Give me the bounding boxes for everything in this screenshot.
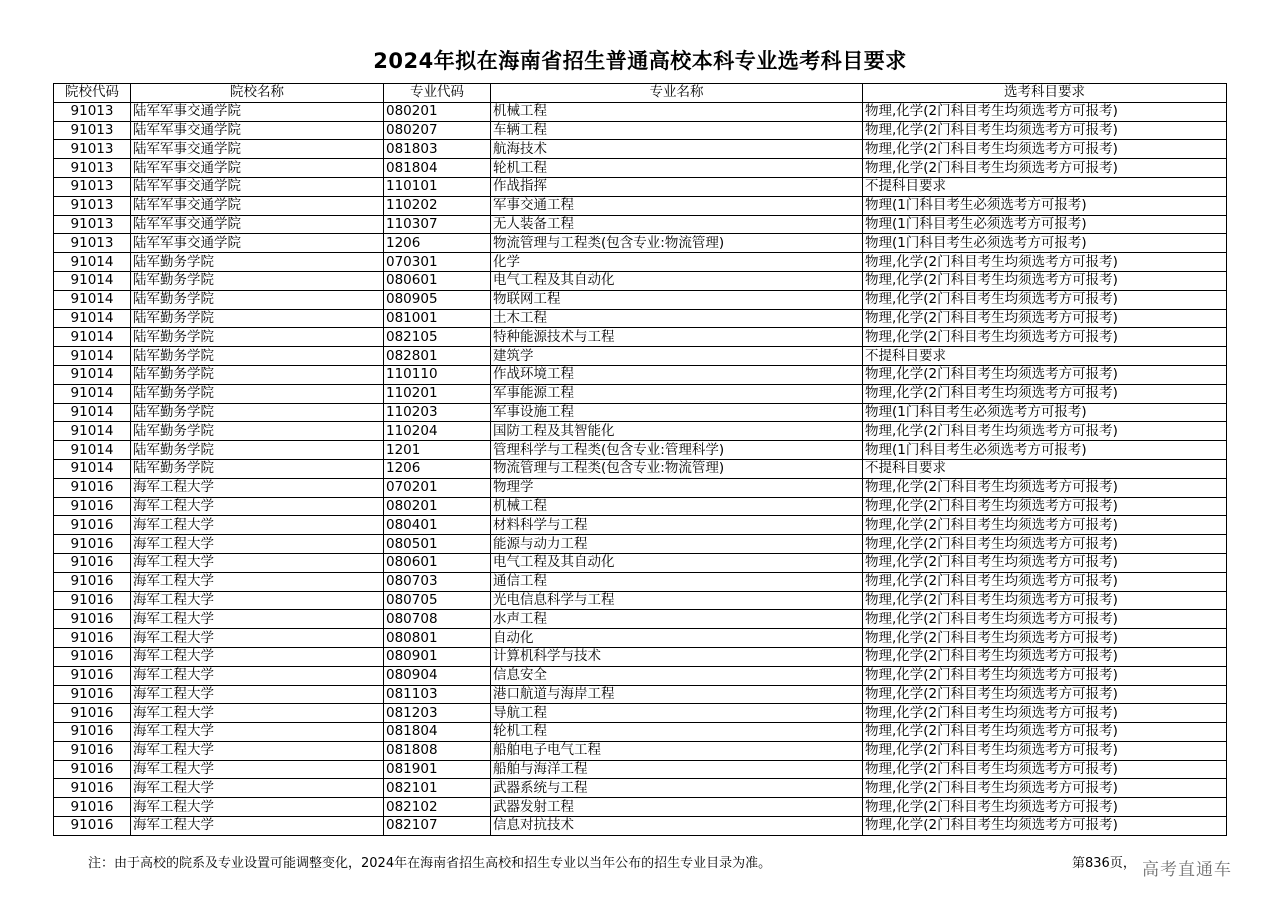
major-code-cell: 080901	[384, 647, 491, 666]
school-code-cell: 91016	[54, 666, 131, 685]
major-name-cell: 机械工程	[491, 102, 863, 121]
table-row	[54, 704, 1227, 723]
table-row	[54, 347, 1227, 366]
major-code-cell: 080705	[384, 591, 491, 610]
major-code-cell: 082102	[384, 798, 491, 817]
major-code-cell: 110101	[384, 177, 491, 196]
page-title: 2024年拟在海南省招生普通高校本科专业选考科目要求	[373, 49, 907, 73]
table-row	[54, 647, 1227, 666]
table-row	[54, 497, 1227, 516]
major-name-cell: 导航工程	[491, 704, 863, 723]
major-code-cell: 080201	[384, 497, 491, 516]
table-row	[54, 253, 1227, 272]
school-code-cell: 91014	[54, 309, 131, 328]
major-code-cell: 110203	[384, 403, 491, 422]
major-name-cell: 物流管理与工程类(包含专业:物流管理)	[491, 459, 863, 478]
major-code-cell: 080401	[384, 516, 491, 535]
table-row	[54, 365, 1227, 384]
major-name-cell: 土木工程	[491, 309, 863, 328]
school-code-cell: 91016	[54, 553, 131, 572]
table-row	[54, 215, 1227, 234]
major-name-cell: 信息对抗技术	[491, 817, 863, 836]
requirement-cell: 物理,化学(2门科目考生均须选考方可报考)	[863, 760, 1227, 779]
header-major-code: 专业代码	[384, 84, 491, 103]
major-code-cell: 110110	[384, 365, 491, 384]
table-header-row	[54, 84, 1227, 103]
major-code-cell: 081203	[384, 704, 491, 723]
requirement-cell: 物理,化学(2门科目考生均须选考方可报考)	[863, 253, 1227, 272]
school-code-cell: 91016	[54, 478, 131, 497]
table-row	[54, 102, 1227, 121]
requirement-cell: 物理(1门科目考生必须选考方可报考)	[863, 215, 1227, 234]
major-code-cell: 080703	[384, 572, 491, 591]
school-name-cell: 海军工程大学	[131, 591, 384, 610]
table-row	[54, 591, 1227, 610]
requirement-cell: 物理,化学(2门科目考生均须选考方可报考)	[863, 553, 1227, 572]
requirement-cell: 物理,化学(2门科目考生均须选考方可报考)	[863, 723, 1227, 742]
school-name-cell: 海军工程大学	[131, 572, 384, 591]
school-code-cell: 91016	[54, 535, 131, 554]
requirement-cell: 不提科目要求	[863, 177, 1227, 196]
requirement-cell: 物理,化学(2门科目考生均须选考方可报考)	[863, 121, 1227, 140]
requirement-cell: 物理,化学(2门科目考生均须选考方可报考)	[863, 365, 1227, 384]
major-name-cell: 物流管理与工程类(包含专业:物流管理)	[491, 234, 863, 253]
table-row	[54, 384, 1227, 403]
school-name-cell: 陆军勤务学院	[131, 253, 384, 272]
major-name-cell: 轮机工程	[491, 723, 863, 742]
major-code-cell: 081804	[384, 159, 491, 178]
school-name-cell: 陆军勤务学院	[131, 347, 384, 366]
school-name-cell: 陆军勤务学院	[131, 290, 384, 309]
school-code-cell: 91014	[54, 290, 131, 309]
table-body	[54, 102, 1227, 835]
major-code-cell: 110202	[384, 196, 491, 215]
school-code-cell: 91016	[54, 516, 131, 535]
major-name-cell: 航海技术	[491, 140, 863, 159]
school-code-cell: 91016	[54, 610, 131, 629]
school-code-cell: 91016	[54, 591, 131, 610]
major-code-cell: 070201	[384, 478, 491, 497]
major-name-cell: 物理学	[491, 478, 863, 497]
school-name-cell: 陆军勤务学院	[131, 459, 384, 478]
major-code-cell: 080201	[384, 102, 491, 121]
school-code-cell: 91014	[54, 347, 131, 366]
requirement-cell: 不提科目要求	[863, 459, 1227, 478]
table-row	[54, 610, 1227, 629]
table-row	[54, 723, 1227, 742]
school-name-cell: 海军工程大学	[131, 798, 384, 817]
school-code-cell: 91016	[54, 497, 131, 516]
table-row	[54, 422, 1227, 441]
requirement-cell: 物理,化学(2门科目考生均须选考方可报考)	[863, 817, 1227, 836]
major-name-cell: 军事设施工程	[491, 403, 863, 422]
school-name-cell: 海军工程大学	[131, 553, 384, 572]
school-code-cell: 91016	[54, 760, 131, 779]
school-name-cell: 陆军勤务学院	[131, 403, 384, 422]
school-name-cell: 陆军勤务学院	[131, 422, 384, 441]
requirement-cell: 物理,化学(2门科目考生均须选考方可报考)	[863, 741, 1227, 760]
school-code-cell: 91016	[54, 723, 131, 742]
requirement-cell: 物理,化学(2门科目考生均须选考方可报考)	[863, 572, 1227, 591]
major-name-cell: 作战指挥	[491, 177, 863, 196]
school-name-cell: 海军工程大学	[131, 741, 384, 760]
table-row	[54, 328, 1227, 347]
school-code-cell: 91016	[54, 741, 131, 760]
school-code-cell: 91013	[54, 215, 131, 234]
school-code-cell: 91014	[54, 365, 131, 384]
requirement-cell: 物理,化学(2门科目考生均须选考方可报考)	[863, 328, 1227, 347]
major-code-cell: 080708	[384, 610, 491, 629]
school-code-cell: 91013	[54, 177, 131, 196]
school-code-cell: 91014	[54, 328, 131, 347]
major-name-cell: 自动化	[491, 629, 863, 648]
table-row	[54, 177, 1227, 196]
major-name-cell: 武器系统与工程	[491, 779, 863, 798]
header-subject-requirement: 选考科目要求	[863, 84, 1227, 103]
major-name-cell: 信息安全	[491, 666, 863, 685]
requirement-cell: 物理,化学(2门科目考生均须选考方可报考)	[863, 610, 1227, 629]
footnote: 注：由于高校的院系及专业设置可能调整变化，2024年在海南省招生高校和招生专业以当年公布的招生专业目录为准。	[88, 856, 772, 871]
requirement-cell: 物理,化学(2门科目考生均须选考方可报考)	[863, 629, 1227, 648]
requirement-cell: 物理,化学(2门科目考生均须选考方可报考)	[863, 102, 1227, 121]
school-code-cell: 91013	[54, 196, 131, 215]
major-code-cell: 1206	[384, 234, 491, 253]
requirement-cell: 物理,化学(2门科目考生均须选考方可报考)	[863, 516, 1227, 535]
major-name-cell: 建筑学	[491, 347, 863, 366]
school-code-cell: 91013	[54, 121, 131, 140]
major-name-cell: 船舶电子电气工程	[491, 741, 863, 760]
major-name-cell: 轮机工程	[491, 159, 863, 178]
page-number: 第836页，	[1072, 856, 1136, 871]
requirement-cell: 物理,化学(2门科目考生均须选考方可报考)	[863, 384, 1227, 403]
major-name-cell: 车辆工程	[491, 121, 863, 140]
header-school-name: 院校名称	[131, 84, 384, 103]
school-code-cell: 91016	[54, 685, 131, 704]
major-code-cell: 081103	[384, 685, 491, 704]
major-name-cell: 物联网工程	[491, 290, 863, 309]
major-name-cell: 港口航道与海岸工程	[491, 685, 863, 704]
major-name-cell: 能源与动力工程	[491, 535, 863, 554]
table-row	[54, 685, 1227, 704]
school-name-cell: 海军工程大学	[131, 629, 384, 648]
school-code-cell: 91013	[54, 159, 131, 178]
school-code-cell: 91016	[54, 629, 131, 648]
major-code-cell: 110307	[384, 215, 491, 234]
school-name-cell: 陆军军事交通学院	[131, 102, 384, 121]
major-name-cell: 电气工程及其自动化	[491, 271, 863, 290]
school-name-cell: 海军工程大学	[131, 535, 384, 554]
school-name-cell: 陆军军事交通学院	[131, 215, 384, 234]
school-code-cell: 91016	[54, 779, 131, 798]
school-code-cell: 91014	[54, 422, 131, 441]
table-row	[54, 234, 1227, 253]
major-code-cell: 110201	[384, 384, 491, 403]
header-school-code: 院校代码	[54, 84, 131, 103]
requirement-cell: 物理,化学(2门科目考生均须选考方可报考)	[863, 779, 1227, 798]
table-row	[54, 572, 1227, 591]
school-code-cell: 91016	[54, 572, 131, 591]
school-code-cell: 91016	[54, 647, 131, 666]
requirement-cell: 物理,化学(2门科目考生均须选考方可报考)	[863, 497, 1227, 516]
table-row	[54, 441, 1227, 460]
major-name-cell: 光电信息科学与工程	[491, 591, 863, 610]
school-name-cell: 海军工程大学	[131, 647, 384, 666]
watermark: 高考直通车	[1142, 860, 1232, 880]
school-code-cell: 91013	[54, 102, 131, 121]
school-name-cell: 海军工程大学	[131, 497, 384, 516]
school-name-cell: 海军工程大学	[131, 685, 384, 704]
major-code-cell: 1201	[384, 441, 491, 460]
school-name-cell: 陆军勤务学院	[131, 309, 384, 328]
major-name-cell: 化学	[491, 253, 863, 272]
table-row	[54, 159, 1227, 178]
major-code-cell: 110204	[384, 422, 491, 441]
school-name-cell: 陆军勤务学院	[131, 384, 384, 403]
school-name-cell: 陆军勤务学院	[131, 441, 384, 460]
school-name-cell: 陆军勤务学院	[131, 271, 384, 290]
major-code-cell: 080801	[384, 629, 491, 648]
major-name-cell: 电气工程及其自动化	[491, 553, 863, 572]
header-major-name: 专业名称	[491, 84, 863, 103]
school-name-cell: 海军工程大学	[131, 610, 384, 629]
school-name-cell: 陆军勤务学院	[131, 365, 384, 384]
table-row	[54, 140, 1227, 159]
requirement-cell: 物理,化学(2门科目考生均须选考方可报考)	[863, 309, 1227, 328]
major-name-cell: 计算机科学与技术	[491, 647, 863, 666]
school-code-cell: 91016	[54, 798, 131, 817]
major-name-cell: 机械工程	[491, 497, 863, 516]
requirement-cell: 物理,化学(2门科目考生均须选考方可报考)	[863, 140, 1227, 159]
major-code-cell: 080601	[384, 553, 491, 572]
major-name-cell: 军事能源工程	[491, 384, 863, 403]
table-row	[54, 478, 1227, 497]
major-code-cell: 1206	[384, 459, 491, 478]
table-row	[54, 459, 1227, 478]
major-code-cell: 081808	[384, 741, 491, 760]
major-code-cell: 080207	[384, 121, 491, 140]
school-name-cell: 海军工程大学	[131, 817, 384, 836]
major-code-cell: 082105	[384, 328, 491, 347]
school-name-cell: 海军工程大学	[131, 723, 384, 742]
requirement-cell: 物理,化学(2门科目考生均须选考方可报考)	[863, 685, 1227, 704]
table-row	[54, 516, 1227, 535]
requirement-cell: 不提科目要求	[863, 347, 1227, 366]
school-code-cell: 91014	[54, 384, 131, 403]
major-code-cell: 080904	[384, 666, 491, 685]
table-row	[54, 121, 1227, 140]
requirement-cell: 物理,化学(2门科目考生均须选考方可报考)	[863, 271, 1227, 290]
school-code-cell: 91014	[54, 403, 131, 422]
school-code-cell: 91014	[54, 253, 131, 272]
requirement-cell: 物理,化学(2门科目考生均须选考方可报考)	[863, 704, 1227, 723]
school-code-cell: 91014	[54, 459, 131, 478]
major-name-cell: 军事交通工程	[491, 196, 863, 215]
major-name-cell: 水声工程	[491, 610, 863, 629]
major-code-cell: 080905	[384, 290, 491, 309]
major-name-cell: 武器发射工程	[491, 798, 863, 817]
requirement-cell: 物理,化学(2门科目考生均须选考方可报考)	[863, 535, 1227, 554]
table-row	[54, 798, 1227, 817]
table-row	[54, 817, 1227, 836]
school-name-cell: 海军工程大学	[131, 516, 384, 535]
table-row	[54, 666, 1227, 685]
school-code-cell: 91013	[54, 234, 131, 253]
table-row	[54, 629, 1227, 648]
school-name-cell: 陆军勤务学院	[131, 328, 384, 347]
school-name-cell: 海军工程大学	[131, 704, 384, 723]
school-name-cell: 陆军军事交通学院	[131, 234, 384, 253]
major-name-cell: 通信工程	[491, 572, 863, 591]
school-code-cell: 91016	[54, 817, 131, 836]
major-code-cell: 081804	[384, 723, 491, 742]
school-name-cell: 海军工程大学	[131, 779, 384, 798]
requirement-cell: 物理,化学(2门科目考生均须选考方可报考)	[863, 798, 1227, 817]
major-code-cell: 082101	[384, 779, 491, 798]
school-code-cell: 91013	[54, 140, 131, 159]
major-code-cell: 082801	[384, 347, 491, 366]
school-name-cell: 陆军军事交通学院	[131, 140, 384, 159]
table-row	[54, 741, 1227, 760]
requirement-cell: 物理,化学(2门科目考生均须选考方可报考)	[863, 666, 1227, 685]
requirements-table	[53, 83, 1227, 836]
major-name-cell: 作战环境工程	[491, 365, 863, 384]
major-code-cell: 080501	[384, 535, 491, 554]
major-name-cell: 无人装备工程	[491, 215, 863, 234]
major-code-cell: 070301	[384, 253, 491, 272]
major-name-cell: 材料科学与工程	[491, 516, 863, 535]
school-name-cell: 海军工程大学	[131, 760, 384, 779]
requirement-cell: 物理,化学(2门科目考生均须选考方可报考)	[863, 159, 1227, 178]
requirement-cell: 物理,化学(2门科目考生均须选考方可报考)	[863, 591, 1227, 610]
major-code-cell: 082107	[384, 817, 491, 836]
school-name-cell: 陆军军事交通学院	[131, 121, 384, 140]
school-code-cell: 91014	[54, 271, 131, 290]
requirement-cell: 物理(1门科目考生必须选考方可报考)	[863, 234, 1227, 253]
requirement-cell: 物理,化学(2门科目考生均须选考方可报考)	[863, 647, 1227, 666]
major-name-cell: 船舶与海洋工程	[491, 760, 863, 779]
table-row	[54, 271, 1227, 290]
table-row	[54, 196, 1227, 215]
table-row	[54, 553, 1227, 572]
school-name-cell: 海军工程大学	[131, 666, 384, 685]
school-code-cell: 91016	[54, 704, 131, 723]
major-code-cell: 080601	[384, 271, 491, 290]
major-name-cell: 国防工程及其智能化	[491, 422, 863, 441]
requirement-cell: 物理(1门科目考生必须选考方可报考)	[863, 403, 1227, 422]
major-name-cell: 特种能源技术与工程	[491, 328, 863, 347]
requirement-cell: 物理,化学(2门科目考生均须选考方可报考)	[863, 422, 1227, 441]
requirement-cell: 物理(1门科目考生必须选考方可报考)	[863, 196, 1227, 215]
major-name-cell: 管理科学与工程类(包含专业:管理科学)	[491, 441, 863, 460]
major-code-cell: 081001	[384, 309, 491, 328]
table-row	[54, 535, 1227, 554]
requirement-cell: 物理,化学(2门科目考生均须选考方可报考)	[863, 478, 1227, 497]
school-code-cell: 91014	[54, 441, 131, 460]
school-name-cell: 陆军军事交通学院	[131, 177, 384, 196]
requirement-cell: 物理,化学(2门科目考生均须选考方可报考)	[863, 290, 1227, 309]
school-name-cell: 陆军军事交通学院	[131, 159, 384, 178]
major-code-cell: 081803	[384, 140, 491, 159]
table-row	[54, 309, 1227, 328]
major-code-cell: 081901	[384, 760, 491, 779]
table-row	[54, 779, 1227, 798]
school-name-cell: 陆军军事交通学院	[131, 196, 384, 215]
school-name-cell: 海军工程大学	[131, 478, 384, 497]
table-row	[54, 403, 1227, 422]
table-row	[54, 760, 1227, 779]
requirement-cell: 物理(1门科目考生必须选考方可报考)	[863, 441, 1227, 460]
table-row	[54, 290, 1227, 309]
